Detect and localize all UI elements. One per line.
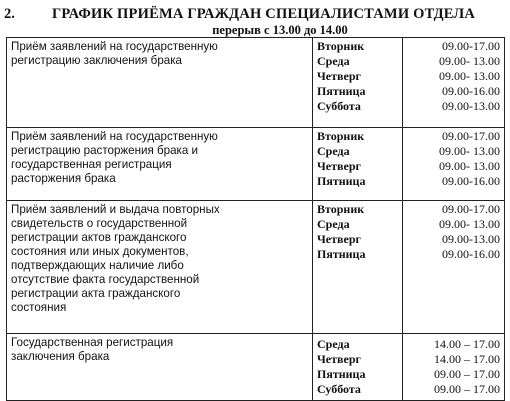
service-line: состояния	[11, 301, 67, 314]
weekday: Четверг	[317, 159, 361, 173]
table-row	[7, 128, 505, 201]
service-description	[7, 201, 313, 334]
hours: 09.00-17.00	[442, 202, 500, 216]
reception-schedule-table	[6, 37, 505, 401]
service-line: состояния или иных документов,	[11, 245, 189, 258]
weekday: Вторник	[317, 129, 365, 143]
weekday: Пятница	[317, 247, 366, 261]
hours: 09.00 – 17.00	[434, 382, 500, 396]
service-line: регистрации актов гражданского	[11, 231, 187, 244]
weekday: Среда	[317, 54, 350, 68]
weekday: Четверг	[317, 352, 361, 366]
hours: 09.00 – 17.00	[434, 367, 500, 381]
service-description	[7, 128, 313, 201]
hours: 14.00 – 17.00	[434, 337, 500, 351]
table-row	[7, 334, 505, 401]
service-line: подтверждающих наличие либо	[11, 259, 184, 272]
hours: 09.00-17.00	[442, 129, 500, 143]
weekday: Среда	[317, 144, 350, 158]
weekday-list	[313, 201, 403, 334]
service-line: регистрацию заключения брака	[11, 54, 182, 67]
service-description	[7, 334, 313, 401]
break-time: перерыв с 13.00 до 14.00	[212, 23, 348, 37]
schedule-title: ГРАФИК ПРИЁМА ГРАЖДАН СПЕЦИАЛИСТАМИ ОТДЕЛА	[52, 6, 476, 22]
weekday: Вторник	[317, 39, 365, 53]
weekday: Пятница	[317, 367, 366, 381]
hours-list	[403, 38, 505, 128]
hours: 09.00-13.00	[442, 232, 500, 246]
service-line: Приём заявлений и выдача повторных	[11, 203, 220, 216]
hours: 09.00- 13.00	[439, 69, 500, 83]
service-line: расторжения брака	[11, 172, 116, 185]
weekday: Пятница	[317, 84, 366, 98]
table-row	[7, 38, 505, 128]
weekday: Среда	[317, 337, 350, 351]
weekday: Четверг	[317, 69, 361, 83]
hours: 09.00- 13.00	[439, 159, 500, 173]
hours: 09.00-16.00	[442, 247, 500, 261]
hours: 09.00- 13.00	[439, 54, 500, 68]
weekday-list	[313, 38, 403, 128]
hours-list	[403, 128, 505, 201]
hours-list	[403, 334, 505, 401]
hours: 09.00-17.00	[442, 39, 500, 53]
service-line: регистрацию расторжения брака и	[11, 144, 198, 157]
hours: 09.00- 13.00	[439, 217, 500, 231]
section-number: 2.	[4, 6, 15, 22]
service-line: Приём заявлений на государственную	[11, 40, 218, 53]
weekday: Вторник	[317, 202, 365, 216]
table-row	[7, 201, 505, 334]
service-description	[7, 38, 313, 128]
service-line: отсутствие факта государственной	[11, 273, 200, 286]
hours: 09.00-13.00	[442, 99, 500, 113]
hours: 09.00-16.00	[442, 174, 500, 188]
hours: 09.00-16.00	[442, 84, 500, 98]
service-line: государственная регистрация	[11, 158, 172, 171]
service-line: Приём заявлений на государственную	[11, 130, 218, 143]
hours: 14.00 – 17.00	[434, 352, 500, 366]
service-line: свидетельств о государственной	[11, 217, 188, 230]
weekday: Суббота	[317, 99, 361, 113]
hours-list	[403, 201, 505, 334]
weekday-list	[313, 128, 403, 201]
hours: 09.00- 13.00	[439, 144, 500, 158]
service-line: заключения брака	[11, 350, 110, 363]
weekday: Четверг	[317, 232, 361, 246]
weekday: Суббота	[317, 382, 361, 396]
weekday-list	[313, 334, 403, 401]
service-line: Государственная регистрация	[11, 336, 174, 349]
weekday: Среда	[317, 217, 350, 231]
weekday: Пятница	[317, 174, 366, 188]
service-line: регистрации акта гражданского	[11, 287, 181, 300]
